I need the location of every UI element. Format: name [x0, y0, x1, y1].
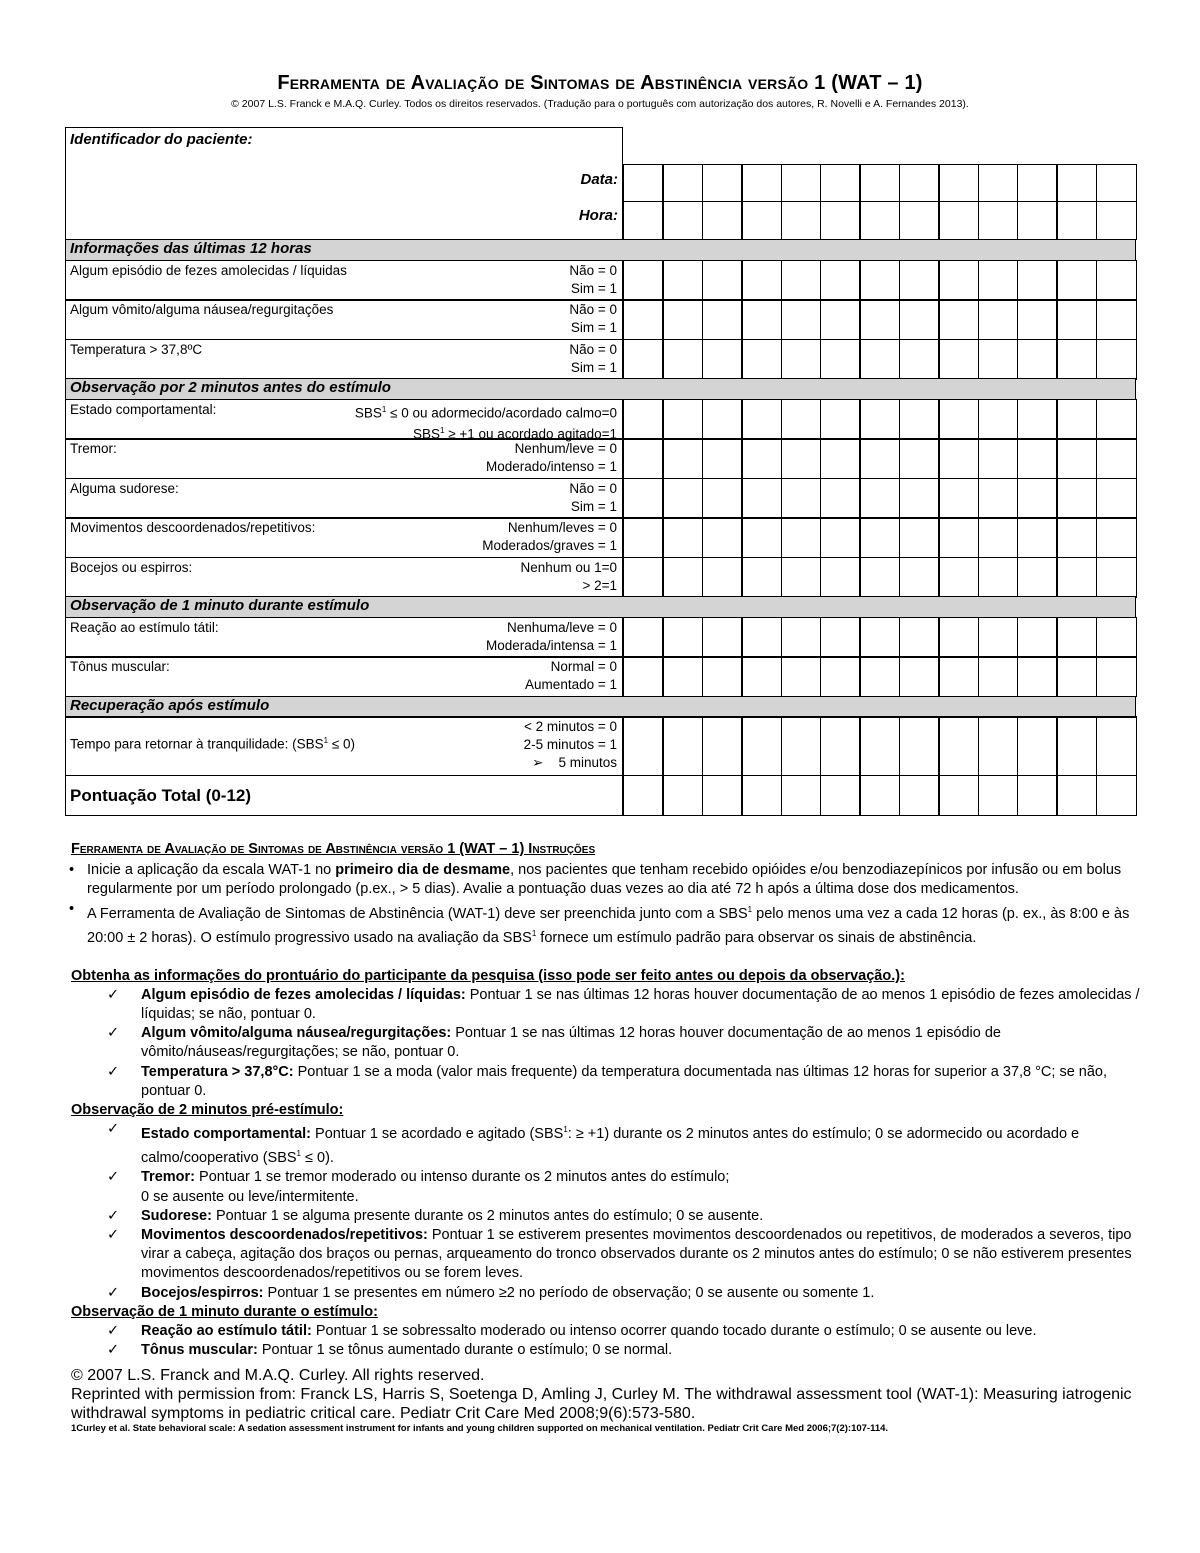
pre-stimulus-header: Observação de 2 minutos pré-estímulo:	[71, 1102, 344, 1119]
total-label-cell	[65, 775, 623, 816]
score-cell[interactable]	[859, 656, 900, 697]
score-cell[interactable]	[1096, 716, 1137, 776]
score-0: Não = 0	[569, 341, 617, 357]
score-cell[interactable]	[781, 775, 822, 816]
score-1: ≥ +1 ou acordado agitado=1	[444, 426, 617, 442]
score-0: < 2 minutos = 0	[523, 719, 617, 734]
section-cell	[65, 696, 1136, 718]
score-cell[interactable]	[978, 656, 1019, 697]
score-cell[interactable]	[1017, 201, 1058, 240]
item-label: Reação ao estímulo tátil:	[70, 619, 219, 635]
score-cell[interactable]	[662, 517, 703, 558]
check-item: ✓ Reação ao estímulo tátil: Pontuar 1 se sobressalto moderado ou intenso ocorrer quando tocado durante o estímulo; 0 se ausente ou leve.	[107, 1322, 1037, 1339]
score-cell[interactable]	[1017, 399, 1058, 440]
score-legend	[486, 440, 617, 476]
patient-id-label: Identificador do paciente:	[70, 131, 253, 148]
score-cell[interactable]	[781, 438, 822, 479]
score-cell[interactable]	[978, 775, 1019, 816]
score-cell[interactable]	[820, 557, 861, 598]
score-cell[interactable]	[978, 478, 1019, 519]
score-cell[interactable]	[741, 557, 782, 598]
score-0: Não = 0	[569, 262, 617, 278]
check-item: ✓ Bocejos/espirros: Pontuar 1 se presentes em número ≥2 no período de observação; 0 se ausente ou somente 1.	[107, 1284, 875, 1301]
score-cell[interactable]	[1056, 478, 1097, 519]
item-row-bocejos	[65, 557, 1136, 598]
item-label: Movimentos descoordenados/repetitivos:	[70, 520, 316, 535]
score-cell[interactable]	[938, 617, 979, 658]
score-cell[interactable]	[662, 164, 703, 202]
score-1: 2-5 minutos = 1	[523, 737, 617, 752]
score-cell[interactable]	[978, 339, 1019, 380]
score-cell[interactable]	[1017, 617, 1058, 658]
score-cell[interactable]	[899, 164, 940, 202]
score-cell[interactable]	[1056, 164, 1097, 202]
score-1: Sim = 1	[570, 359, 617, 375]
check-item: ✓ Estado comportamental: Pontuar 1 se acordado e agitado ($SBS^1$: ≥ +1) durante os 2 minutos antes do estímulo; 0 se adormecido ou acordado e calmo/cooperativo $(SBS^1 \le 0)$.	[107, 1121, 1080, 1167]
score-cell[interactable]	[1017, 716, 1058, 776]
score-cell[interactable]	[623, 164, 664, 202]
instructions-header: Ferramenta de Avaliação de Sintomas de Abstinência versão 1 (WAT – 1) Instruções	[71, 841, 596, 857]
section-cell	[65, 596, 1136, 618]
score-cell[interactable]	[978, 260, 1019, 301]
score-cell[interactable]	[781, 299, 822, 340]
score-cell[interactable]	[978, 201, 1019, 240]
score-cell[interactable]	[741, 164, 782, 202]
score-cell[interactable]	[1017, 517, 1058, 558]
score-cell[interactable]	[978, 399, 1019, 440]
score-cell[interactable]	[859, 716, 900, 776]
score-cell[interactable]	[662, 775, 703, 816]
item-row-sudorese	[65, 478, 1136, 519]
score-legend	[524, 718, 617, 772]
score-cell[interactable]	[781, 478, 822, 519]
footnote: 1Curley et al. State behavioral scale: A sedation assessment instrument for infants and young children supported on mechanical ventilation. Pediatr Crit Care Med 2006;7(2):107-114.	[71, 1423, 889, 1435]
score-0: Nenhum/leves = 0	[507, 520, 617, 535]
score-cell[interactable]	[859, 299, 900, 340]
score-cell[interactable]	[899, 299, 940, 340]
score-cell[interactable]	[702, 478, 743, 519]
score-cell[interactable]	[702, 716, 743, 776]
sup: 1	[381, 404, 387, 414]
item-label-cell	[65, 299, 623, 340]
score-cell[interactable]	[938, 201, 979, 240]
score-cell[interactable]	[859, 557, 900, 598]
total-row	[65, 775, 1136, 816]
score-cell[interactable]	[1056, 260, 1097, 301]
section-title: Informações das últimas 12 horas	[70, 240, 312, 257]
instruction-bullet: • Inicie a aplicação da escala WAT-1 no primeiro dia de desmame, nos pacientes que tenham recebido opióides e/ou benzodiazepínicos por infusão ou em bolus regularmente por um período prolongado (p.ex., > 5 dias). Avalie a pontuação duas vezes ao dia até 72 h após a última dose dos medicamentos.	[69, 862, 1122, 898]
score-cell[interactable]	[662, 339, 703, 380]
score-0: Não = 0	[569, 302, 617, 317]
score-0: Nenhum ou 1=0	[520, 559, 617, 575]
section-title: Observação por 2 minutos antes do estímulo	[70, 379, 391, 396]
score-legend	[486, 619, 617, 655]
score-cell[interactable]	[662, 557, 703, 598]
item-label-cell	[65, 260, 623, 301]
score-cell[interactable]	[899, 557, 940, 598]
score-1: > 2=1	[582, 577, 617, 593]
score-cell[interactable]	[1056, 399, 1097, 440]
section-header	[65, 378, 1136, 400]
score-cell[interactable]	[820, 617, 861, 658]
score-cell[interactable]	[820, 438, 861, 479]
score-cell[interactable]	[820, 164, 861, 202]
score-cell[interactable]	[859, 438, 900, 479]
score-cell[interactable]	[741, 517, 782, 558]
score-cell[interactable]	[623, 517, 664, 558]
score-legend	[569, 341, 617, 377]
footer-reference: Reprinted with permission from: Franck LS, Harris S, Soetenga D, Amling J, Curley M. The withdrawal assessment tool (WAT-1): Measuring iatrogenic withdrawal symptoms in pediatric critical care. Pediatr Crit Care Med 2008;9(6):573-580.	[71, 1386, 1132, 1423]
score-legend	[482, 519, 617, 555]
score-cell[interactable]	[899, 201, 940, 240]
score-cell[interactable]	[623, 299, 664, 340]
score-cell[interactable]	[741, 260, 782, 301]
section-header	[65, 696, 1136, 718]
score-cell[interactable]	[702, 164, 743, 202]
item-label-cell	[65, 478, 623, 519]
score-cell[interactable]	[859, 517, 900, 558]
score-cell[interactable]	[1056, 656, 1097, 697]
score-1: Moderados/graves = 1	[482, 538, 617, 553]
sup: 1	[323, 736, 329, 745]
score-cell[interactable]	[899, 656, 940, 697]
score-1: Sim = 1	[570, 280, 617, 296]
check-item: ✓ Tônus muscular: Pontuar 1 se tônus aumentado durante o estímulo; 0 se normal.	[107, 1342, 673, 1359]
score-cell[interactable]	[978, 716, 1019, 776]
score-cell[interactable]	[623, 201, 664, 240]
section-title: Observação de 1 minuto durante estímulo	[70, 597, 370, 614]
score-cell[interactable]	[741, 438, 782, 479]
score-cell[interactable]	[741, 399, 782, 440]
item-row-estado	[65, 399, 1136, 440]
check-item: ✓ Movimentos descoordenados/repetitivos: Pontuar 1 se estiverem presentes movimentos descoordenados ou repetitivos, de moderados a severos, tipo virar a cabeça, agitação dos braços ou pernas, arqueamento do tronco observados durante os 2 minutos antes do estímulo; 0 se não estiverem presentes movimentos descoordenados/repetitivos ou se forem leves.	[107, 1226, 1132, 1282]
section-cell	[65, 239, 1136, 261]
score-cell[interactable]	[1096, 656, 1137, 697]
score-cell[interactable]	[741, 716, 782, 776]
item-label: Tremor:	[70, 441, 117, 456]
sbs: SBS	[412, 426, 440, 442]
score-cell[interactable]	[662, 260, 703, 301]
score-cell[interactable]	[938, 478, 979, 519]
score-cell[interactable]	[899, 775, 940, 816]
score-cell[interactable]	[662, 201, 703, 240]
score-cell[interactable]	[623, 478, 664, 519]
score-cell[interactable]	[938, 399, 979, 440]
item-label: Algum vômito/alguma náusea/regurgitações	[70, 302, 334, 317]
item-label: Algum episódio de fezes amolecidas / líquidas	[70, 262, 347, 278]
score-cell[interactable]	[1017, 164, 1058, 202]
score-cell[interactable]	[820, 399, 861, 440]
score-cell[interactable]	[1096, 617, 1137, 658]
item-row-vomito	[65, 299, 1136, 340]
score-0: ≤ 0 ou adormecido/acordado calmo=0	[386, 405, 617, 420]
section-header	[65, 239, 1136, 261]
check-item: ✓ Sudorese: Pontuar 1 se alguma presente durante os 2 minutos antes do estímulo; 0 se ausente.	[107, 1207, 764, 1224]
footer-copyright: © 2007 L.S. Franck and M.A.Q. Curley. All rights reserved.	[71, 1367, 485, 1385]
score-cell[interactable]	[623, 557, 664, 598]
score-cell[interactable]	[1017, 656, 1058, 697]
score-cell[interactable]	[1096, 478, 1137, 519]
score-cell[interactable]	[781, 339, 822, 380]
score-cell[interactable]	[1056, 339, 1097, 380]
score-cell[interactable]	[820, 716, 861, 776]
item-label: Estado comportamental:	[70, 401, 217, 417]
score-cell[interactable]	[1056, 557, 1097, 598]
item-row-tremor	[65, 438, 1136, 479]
item-row-movimentos	[65, 517, 1136, 558]
score-cell[interactable]	[1096, 438, 1137, 479]
score-cell[interactable]	[820, 517, 861, 558]
score-cell[interactable]	[859, 478, 900, 519]
score-cell[interactable]	[702, 517, 743, 558]
date-row	[65, 164, 1136, 202]
score-cell[interactable]	[938, 557, 979, 598]
score-cell[interactable]	[859, 775, 900, 816]
score-cell[interactable]	[741, 201, 782, 240]
score-cell[interactable]	[938, 656, 979, 697]
score-cell[interactable]	[741, 617, 782, 658]
score-cell[interactable]	[938, 164, 979, 202]
score-cell[interactable]	[1056, 716, 1097, 776]
item-label: Bocejos ou espirros:	[70, 559, 193, 575]
chart-header: Obtenha as informações do prontuário do participante da pesquisa (isso pode ser feito antes ou depois da observação.):	[71, 967, 905, 984]
score-cell[interactable]	[623, 656, 664, 697]
check-item: ✓ Tremor: Pontuar 1 se tremor moderado ou intenso durante os 2 minutos antes do estímulo; 0 se ausente ou leve/intermitente.	[107, 1169, 730, 1205]
item-label-cell	[65, 517, 623, 558]
label: Tempo para retornar à tranquilidade: (SBS	[70, 736, 324, 752]
score-cell[interactable]	[978, 557, 1019, 598]
score-cell[interactable]	[623, 399, 664, 440]
score-1: Sim = 1	[570, 320, 617, 335]
item-label-cell	[65, 399, 623, 440]
score-cell[interactable]	[1056, 438, 1097, 479]
date-label: Data:	[580, 171, 618, 188]
score-cell[interactable]	[899, 617, 940, 658]
score-cell[interactable]	[938, 339, 979, 380]
score-cell[interactable]	[1017, 775, 1058, 816]
item-label-cell	[65, 716, 623, 776]
score-cell[interactable]	[938, 716, 979, 776]
score-cell[interactable]	[1096, 164, 1137, 202]
score-cell[interactable]	[938, 260, 979, 301]
score-cell[interactable]	[978, 164, 1019, 202]
score-cell[interactable]	[623, 775, 664, 816]
score-cell[interactable]	[820, 260, 861, 301]
label: ≤ 0)	[328, 736, 356, 752]
score-cell[interactable]	[702, 339, 743, 380]
score-cell[interactable]	[1096, 260, 1137, 301]
sup: 1	[440, 426, 445, 435]
item-label-cell	[65, 617, 623, 658]
score-1: Moderado/intenso = 1	[486, 459, 617, 474]
section-cell	[65, 378, 1136, 400]
score-cell[interactable]	[662, 438, 703, 479]
score-cell[interactable]	[1096, 517, 1137, 558]
score-cell[interactable]	[1096, 201, 1137, 240]
score-cell[interactable]	[1017, 260, 1058, 301]
score-cell[interactable]	[662, 617, 703, 658]
score-cell[interactable]	[702, 201, 743, 240]
score-cell[interactable]	[662, 716, 703, 776]
score-cell[interactable]	[702, 299, 743, 340]
item-row-reacao	[65, 617, 1136, 658]
total-label: Pontuação Total (0-12)	[70, 785, 252, 805]
score-cell[interactable]	[1096, 775, 1137, 816]
score-0: Não = 0	[569, 480, 617, 496]
score-cell[interactable]	[859, 399, 900, 440]
score-cell[interactable]	[741, 478, 782, 519]
section-header	[65, 596, 1136, 618]
score-cell[interactable]	[662, 656, 703, 697]
score-cell[interactable]	[662, 478, 703, 519]
instruction-bullet: • A Ferramenta de Avaliação de Sintomas de Abstinência (WAT-1) deve ser preenchida junto com a SBS$^1$ pelo menos uma vez a cada 12 horas (p. ex., às 8:00 e às 20:00 ± 2 horas). O estímulo progressivo usado na avaliação da SBS$^1$ fornece um estímulo padrão para observar os sinais de abstinência.	[69, 900, 1130, 946]
item-label-cell	[65, 656, 623, 697]
check-item: ✓ Algum vômito/alguma náusea/regurgitações: Pontuar 1 se nas últimas 12 horas houver documentação de ao menos 1 episódio de vômito/náuseas/regurgitações; se não, pontuar 0.	[107, 1025, 1001, 1061]
score-0: Normal = 0	[550, 659, 617, 674]
item-label-cell	[65, 339, 623, 380]
score-cell[interactable]	[899, 438, 940, 479]
score-cell[interactable]	[938, 517, 979, 558]
score-cell[interactable]	[978, 617, 1019, 658]
score-cell[interactable]	[702, 260, 743, 301]
score-cell[interactable]	[1096, 399, 1137, 440]
form-title: Ferramenta de Avaliação de Sintomas de Abstinência versão 1 (WAT – 1)	[277, 72, 923, 94]
score-legend	[569, 262, 617, 298]
score-1: Moderada/intensa = 1	[486, 637, 617, 653]
score-cell[interactable]	[899, 517, 940, 558]
score-cell[interactable]	[859, 201, 900, 240]
score-cell[interactable]	[1017, 478, 1058, 519]
score-cell[interactable]	[978, 517, 1019, 558]
score-cell[interactable]	[741, 656, 782, 697]
score-1: Sim = 1	[570, 498, 617, 514]
item-label	[70, 736, 355, 752]
score-legend	[521, 559, 617, 595]
score-cell[interactable]	[859, 617, 900, 658]
score-cell[interactable]	[702, 438, 743, 479]
score-cell[interactable]	[1056, 775, 1097, 816]
during-stimulus-header: Observação de 1 minuto durante o estímulo:	[71, 1303, 378, 1320]
score-cell[interactable]	[623, 716, 664, 776]
score-cell[interactable]	[623, 617, 664, 658]
score-cell[interactable]	[1056, 201, 1097, 240]
score-legend	[569, 301, 617, 337]
score-cell[interactable]	[781, 716, 822, 776]
score-cell[interactable]	[820, 201, 861, 240]
score-cell[interactable]	[820, 299, 861, 340]
score-cell[interactable]	[899, 399, 940, 440]
copyright-line: © 2007 L.S. Franck e M.A.Q. Curley. Todos os direitos reservados. (Tradução para o português com autorização dos autores, R. Novelli e A. Fernandes 2013).	[231, 98, 969, 110]
score-cell[interactable]	[1056, 517, 1097, 558]
score-cell[interactable]	[820, 775, 861, 816]
score-cell[interactable]	[978, 438, 1019, 479]
score-cell[interactable]	[1017, 557, 1058, 598]
item-row-tonus	[65, 656, 1136, 697]
item-label: Tônus muscular:	[70, 659, 170, 674]
sbs: SBS	[354, 405, 382, 420]
score-cell[interactable]	[741, 775, 782, 816]
score-cell[interactable]	[1017, 299, 1058, 340]
score-cell[interactable]	[781, 399, 822, 440]
score-cell[interactable]	[781, 260, 822, 301]
score-cell[interactable]	[623, 339, 664, 380]
score-cell[interactable]	[820, 478, 861, 519]
score-cell[interactable]	[1096, 339, 1137, 380]
score-cell[interactable]	[899, 716, 940, 776]
item-row-temp	[65, 339, 1136, 380]
score-cell[interactable]	[781, 656, 822, 697]
score-cell[interactable]	[741, 339, 782, 380]
score-cell[interactable]	[781, 164, 822, 202]
section-title: Recuperação após estímulo	[70, 696, 270, 714]
score-cell[interactable]	[741, 299, 782, 340]
item-label-cell	[65, 438, 623, 479]
score-cell[interactable]	[820, 339, 861, 380]
score-cell[interactable]	[781, 201, 822, 240]
score-cell[interactable]	[1017, 438, 1058, 479]
score-cell[interactable]	[899, 478, 940, 519]
time-label: Hora:	[578, 207, 618, 224]
score-cell[interactable]	[1096, 299, 1137, 340]
score-cell[interactable]	[662, 399, 703, 440]
score-cell[interactable]	[781, 617, 822, 658]
item-row-fezes	[65, 260, 1136, 301]
score-cell[interactable]	[938, 775, 979, 816]
score-cell[interactable]	[702, 617, 743, 658]
score-cell[interactable]	[781, 517, 822, 558]
score-cell[interactable]	[781, 557, 822, 598]
item-label: Temperatura > 37,8ºC	[70, 341, 203, 357]
item-label-cell	[65, 557, 623, 598]
score-legend	[525, 658, 617, 694]
score-cell[interactable]	[1056, 617, 1097, 658]
score-cell[interactable]	[820, 656, 861, 697]
score-cell[interactable]	[702, 399, 743, 440]
score-1: Aumentado = 1	[525, 677, 617, 692]
score-0: Nenhuma/leve = 0	[507, 619, 617, 635]
score-cell[interactable]	[938, 299, 979, 340]
time-row	[65, 201, 1136, 240]
item-label: Alguma sudorese:	[70, 480, 179, 496]
item-row-tempo	[65, 716, 1136, 776]
score-cell[interactable]	[702, 775, 743, 816]
score-cell[interactable]	[623, 438, 664, 479]
instructions	[71, 840, 1141, 1435]
score-cell[interactable]	[899, 260, 940, 301]
score-cell[interactable]	[1056, 299, 1097, 340]
score-cell[interactable]	[1017, 339, 1058, 380]
score-0: Nenhum/leve = 0	[514, 441, 617, 456]
score-cell[interactable]	[1096, 557, 1137, 598]
check-item: ✓ Algum episódio de fezes amolecidas / líquidas: Pontuar 1 se nas últimas 12 horas houver documentação de ao menos 1 episódio de fezes amolecidas / líquidas; se não, pontuar 0.	[107, 986, 1140, 1023]
score-cell[interactable]	[978, 299, 1019, 340]
score-cell[interactable]	[662, 299, 703, 340]
check-item: ✓ Temperatura > 37,8°C: Pontuar 1 se a moda (valor mais frequente) da temperatura documentada nas últimas 12 horas for superior a 37,8 °C; se não, pontuar 0.	[107, 1063, 1108, 1099]
score-2: ➢ 5 minutos	[532, 755, 617, 770]
score-legend	[569, 480, 617, 516]
score-cell[interactable]	[938, 438, 979, 479]
score-cell[interactable]	[859, 164, 900, 202]
score-cell[interactable]	[702, 557, 743, 598]
score-cell[interactable]	[899, 339, 940, 380]
score-cell[interactable]	[623, 260, 664, 301]
score-cell[interactable]	[859, 260, 900, 301]
score-cell[interactable]	[859, 339, 900, 380]
score-cell[interactable]	[702, 656, 743, 697]
